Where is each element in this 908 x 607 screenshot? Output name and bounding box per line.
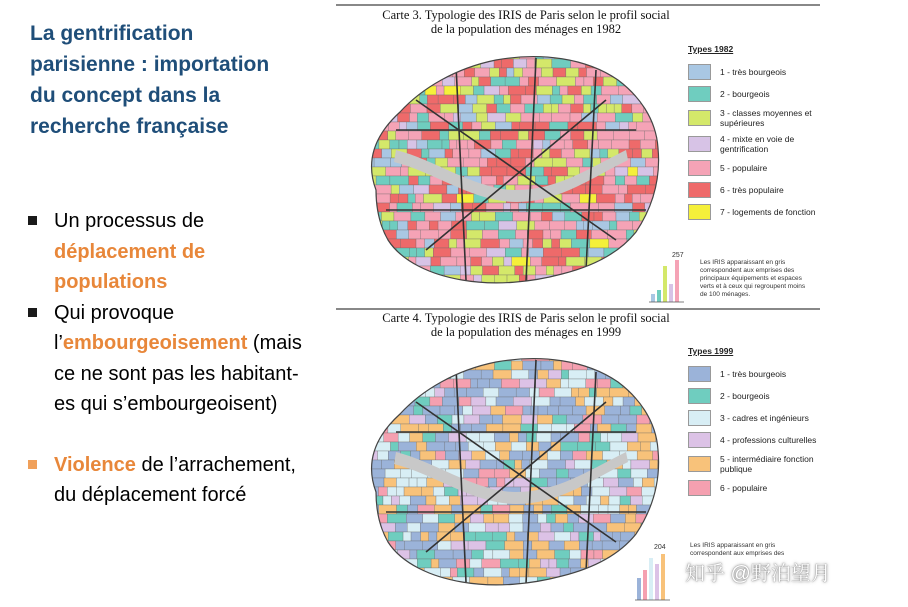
histogram-count: 257 (672, 252, 684, 259)
bullet-text-suffix: de l’arrachement, (135, 453, 296, 476)
legend-item (688, 366, 823, 382)
legend-item (688, 204, 823, 220)
legend-item (688, 64, 823, 80)
title-line: parisienne : importation (30, 53, 270, 76)
legend-label: 4 - professions culturelles (720, 435, 817, 445)
legend-swatch (688, 160, 711, 176)
legend-swatch (688, 388, 711, 404)
watermark: 知乎 @野泊望月 (685, 563, 831, 585)
legend-item (688, 160, 823, 176)
bullet-embourgeoisement (28, 298, 343, 420)
legend-item (688, 410, 823, 426)
map-title-line: Carte 3. Typologie des IRIS de Paris selon le profil social (382, 8, 670, 22)
legend-title: Types 1999 (688, 346, 734, 356)
bullet-text-prefix: l’ (54, 332, 63, 354)
legend-swatch (688, 410, 711, 426)
highlight-text: embourgeoisement (62, 332, 248, 354)
legend-swatch (688, 432, 711, 448)
histogram-1999 (634, 550, 674, 602)
paris-map-1982 (336, 40, 676, 302)
bullet-text: ce ne sont pas les habitant- (54, 362, 299, 385)
legend-swatch (688, 182, 711, 198)
map-title-line: de la population des ménages en 1982 (430, 22, 622, 36)
bullet-displacement (28, 206, 343, 298)
legend-label: 1 - très bourgeois (720, 67, 787, 77)
histogram-1982 (648, 254, 688, 304)
map-note: Les IRIS apparaissant en gris correspondent aux emprises des principaux équipements et espaces verts et à ceux qui regroupent moins de 100 ménages. (700, 259, 806, 298)
legend-label: 3 - classes moyennes et supérieures (720, 108, 812, 128)
legend-swatch (688, 366, 711, 382)
bullet-text-suffix: (mais (247, 332, 302, 354)
map-panel-1982 (336, 4, 820, 308)
legend-item (688, 134, 823, 154)
map-legend-1999 (688, 346, 823, 502)
title-line: La gentrification (30, 22, 194, 45)
legend-swatch (688, 480, 711, 496)
legend-item (688, 182, 823, 198)
legend-label: 6 - populaire (720, 483, 768, 493)
bullet-violence (28, 450, 343, 511)
legend-item (688, 480, 823, 496)
bullet-text: du déplacement forcé (54, 484, 247, 506)
square-bullet-icon (28, 460, 37, 469)
legend-label: 3 - cadres et ingénieurs (720, 413, 809, 423)
bullet-text: es qui s’embourgeoisent) (54, 393, 278, 415)
map-title (336, 8, 716, 36)
legend-label: 2 - bourgeois (720, 391, 770, 401)
highlight-text: populations (54, 271, 168, 293)
legend-label: 7 - logements de fonction (720, 207, 816, 217)
legend-swatch (688, 456, 711, 472)
map-title (336, 311, 716, 339)
slide-title (30, 18, 330, 142)
legend-item (688, 108, 823, 128)
paris-map-1999 (336, 342, 676, 604)
legend-swatch (688, 136, 711, 152)
bullet-text (54, 450, 296, 481)
legend-label: 2 - bourgeois (720, 89, 770, 99)
legend-item (688, 432, 823, 448)
map-title-line: Carte 4. Typologie des IRIS de Paris selon le profil social (382, 311, 670, 325)
title-line: du concept dans la (30, 84, 221, 107)
legend-label: 5 - populaire (720, 163, 768, 173)
legend-swatch (688, 110, 711, 126)
legend-item (688, 388, 823, 404)
legend-label: 5 - intermédiaire fonction publique (720, 454, 814, 474)
legend-item (688, 454, 823, 474)
highlight-text: déplacement de (54, 240, 206, 263)
legend-label: 4 - mixte en voie de gentrification (720, 134, 795, 154)
histogram-count: 204 (654, 544, 666, 551)
square-bullet-icon (28, 216, 37, 225)
legend-label: 1 - très bourgeois (720, 369, 787, 379)
map-title-line: de la population des ménages en 1999 (430, 325, 622, 339)
legend-swatch (688, 204, 711, 220)
legend-swatch (688, 64, 711, 80)
map-note: Les IRIS apparaissant en gris correspondent aux emprises des (690, 542, 785, 557)
legend-item (688, 86, 823, 102)
legend-title: Types 1982 (688, 44, 734, 54)
legend-label: 6 - très populaire (720, 185, 784, 195)
highlight-text: Violence (54, 453, 136, 476)
map-legend-1982 (688, 44, 823, 226)
bullet-text: Qui provoque (54, 301, 175, 324)
bullet-text: Un processus de (54, 210, 205, 232)
title-line: recherche française (30, 115, 229, 138)
square-bullet-icon (28, 308, 37, 317)
legend-swatch (688, 86, 711, 102)
bullet-text (54, 328, 302, 359)
bullet-list (28, 206, 343, 511)
